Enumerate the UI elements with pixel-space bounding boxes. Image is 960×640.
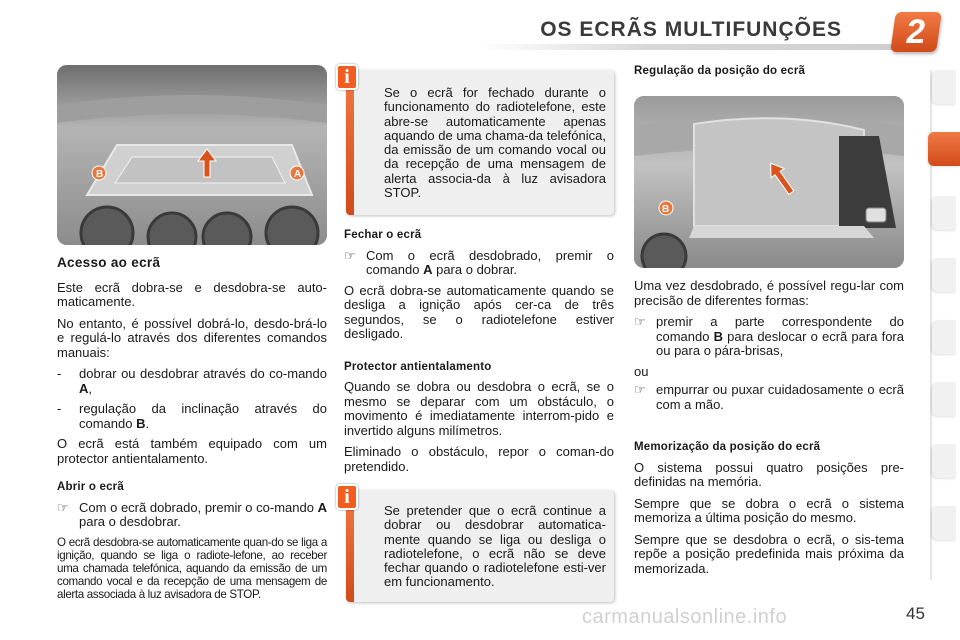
dashboard-photo-folded [57, 65, 327, 245]
pointing-hand-icon: ☞ [634, 314, 646, 329]
chapter-tab-active[interactable] [928, 132, 960, 166]
list-item-text-end: para o dobrar. [432, 262, 518, 277]
list-item-text-end: para deslocar o ecrã para fora ou para o pára-brisas, [656, 328, 904, 358]
pointing-hand-icon: ☞ [634, 382, 646, 397]
paragraph: Este ecrã dobra-se e desdobra-se auto-maticamente. [57, 279, 327, 309]
header-swoosh [480, 44, 900, 50]
control-key: B [713, 328, 724, 344]
list-item-text: Com o ecrã desdobrado, premir o comando [366, 247, 614, 277]
list-item-text: premir a parte correspondente do comando [656, 314, 904, 344]
list-item [57, 402, 327, 431]
chapter-tab[interactable] [932, 258, 956, 292]
control-key: A [79, 380, 89, 396]
column-1 [57, 256, 327, 608]
section-title-acesso: Acesso ao ecrã [57, 255, 161, 270]
chapter-badge: 2 [890, 12, 942, 52]
list-item [344, 249, 614, 278]
chapter-tabs [928, 70, 960, 580]
info-box-top [344, 65, 614, 215]
paragraph: Eliminado o obstáculo, repor o coman-do pretendido. [344, 444, 614, 474]
subsection-title-abrir: Abrir o ecrã [57, 481, 124, 493]
page-title: OS ECRÃS MULTIFUNÇÕES [540, 18, 842, 41]
list-item [57, 501, 327, 530]
list-item [57, 367, 327, 396]
control-label-b: B [662, 204, 670, 215]
pointing-hand-icon: ☞ [344, 247, 356, 263]
info-text: Se o ecrã for fechado durante o funcionamento do radiotelefone, este abre-se automaticamente apenas aquando de uma chama-da telefónica, da emissão de um comando vocal ou da recepção de uma mensagem de alerta associa-da à luz avisadora STOP. [384, 85, 606, 201]
dash-bullet: - [57, 401, 62, 416]
list-item-text-end: para o desdobrar. [79, 514, 181, 529]
paragraph: Quando se dobra ou desdobra o ecrã, se o mesmo se deparar com um obstáculo, o movimento é imediatamente interrom-pido e invertido alguns milímetros. [344, 379, 614, 438]
pointing-hand-icon: ☞ [57, 499, 69, 515]
list-item [634, 315, 904, 359]
watermark: carmanualsonline.info [582, 606, 788, 628]
chapter-tab[interactable] [932, 506, 956, 540]
control-key: B [136, 415, 146, 431]
connector-text: ou [634, 363, 649, 379]
chapter-tab[interactable] [932, 382, 956, 416]
paragraph: O ecrã está também equipado com um protector antientalamento. [57, 436, 327, 466]
paragraph: Uma vez desdobrado, é possível regu-lar com precisão de diferentes formas: [634, 278, 904, 308]
paragraph: No entanto, é possível dobrá-lo, desdo-brá-lo e regulá-lo através dos diferentes comandos manuais: [57, 315, 327, 360]
chapter-tab[interactable] [932, 196, 956, 230]
subsection-title-memorizacao: Memorização da posição do ecrã [634, 441, 821, 453]
dash-bullet: - [57, 366, 62, 381]
paragraph: O sistema possui quatro posições pre-definidas na memória. [634, 459, 904, 489]
list-item-text-end: . [145, 415, 150, 431]
column-2 [344, 228, 614, 481]
control-key: A [423, 262, 433, 277]
list-item-text-end: , [88, 380, 93, 396]
paragraph: Sempre que se desdobra o ecrã, o sis-tema repõe a posição predefinida mais próxima da memorizada. [634, 531, 904, 576]
control-key: A [317, 499, 327, 515]
column-3-top [634, 64, 904, 85]
subsection-title-regulacao: Regulação da posição do ecrã [634, 65, 806, 77]
info-icon: i [336, 64, 358, 90]
list-item [634, 383, 904, 412]
list-item-text: regulação da inclinação através do comando [79, 401, 327, 431]
chapter-tab[interactable] [932, 320, 956, 354]
list-item-text: dobrar ou desdobrar através do co-mando [79, 366, 327, 381]
info-box-bottom [344, 485, 614, 602]
dashboard-photo-unfolded [634, 96, 904, 268]
column-3 [634, 279, 904, 583]
dashboard-unfolded-illustration [634, 96, 904, 268]
chapter-tab[interactable] [932, 70, 956, 104]
chapter-tab[interactable] [932, 444, 956, 478]
subsection-title-protector: Protector antientalamento [344, 360, 492, 373]
info-text: Se pretender que o ecrã continue a dobrar ou desdobrar automatica-mente quando se liga ou desliga o radiotelefone, o ecrã não se deve fechar quando o radiotelefone esti-ver em funcionamento. [384, 503, 606, 590]
control-label-a: A [294, 169, 302, 180]
page-header [0, 0, 960, 58]
paragraph: Sempre que se dobra o ecrã o sistema memoriza a última posição do mesmo. [634, 495, 904, 525]
fine-print: O ecrã desdobra-se automaticamente quan-do se liga a ignição, quando se liga o radiote-lefone, ao receber uma chamada telefónica, aquando da emissão de um comando vocal e da recepção de uma mensagem de alerta associada à luz avisadora de STOP. [57, 535, 327, 601]
info-icon: i [336, 484, 358, 510]
list-item-text: Com o ecrã dobrado, premir o co-mando [79, 499, 318, 515]
info-accent-bar [346, 70, 354, 215]
paragraph: O ecrã dobra-se automaticamente quando se desliga a ignição após cer-ca de três segundos, se o radiotelefone estiver desligado. [344, 282, 614, 341]
dashboard-folded-illustration [57, 65, 327, 245]
control-label-b: B [96, 169, 104, 180]
page-number: 45 [906, 604, 925, 623]
subsection-title-fechar: Fechar o ecrã [344, 229, 422, 241]
list-item-text: empurrar ou puxar cuidadosamente o ecrã com a mão. [656, 382, 904, 412]
